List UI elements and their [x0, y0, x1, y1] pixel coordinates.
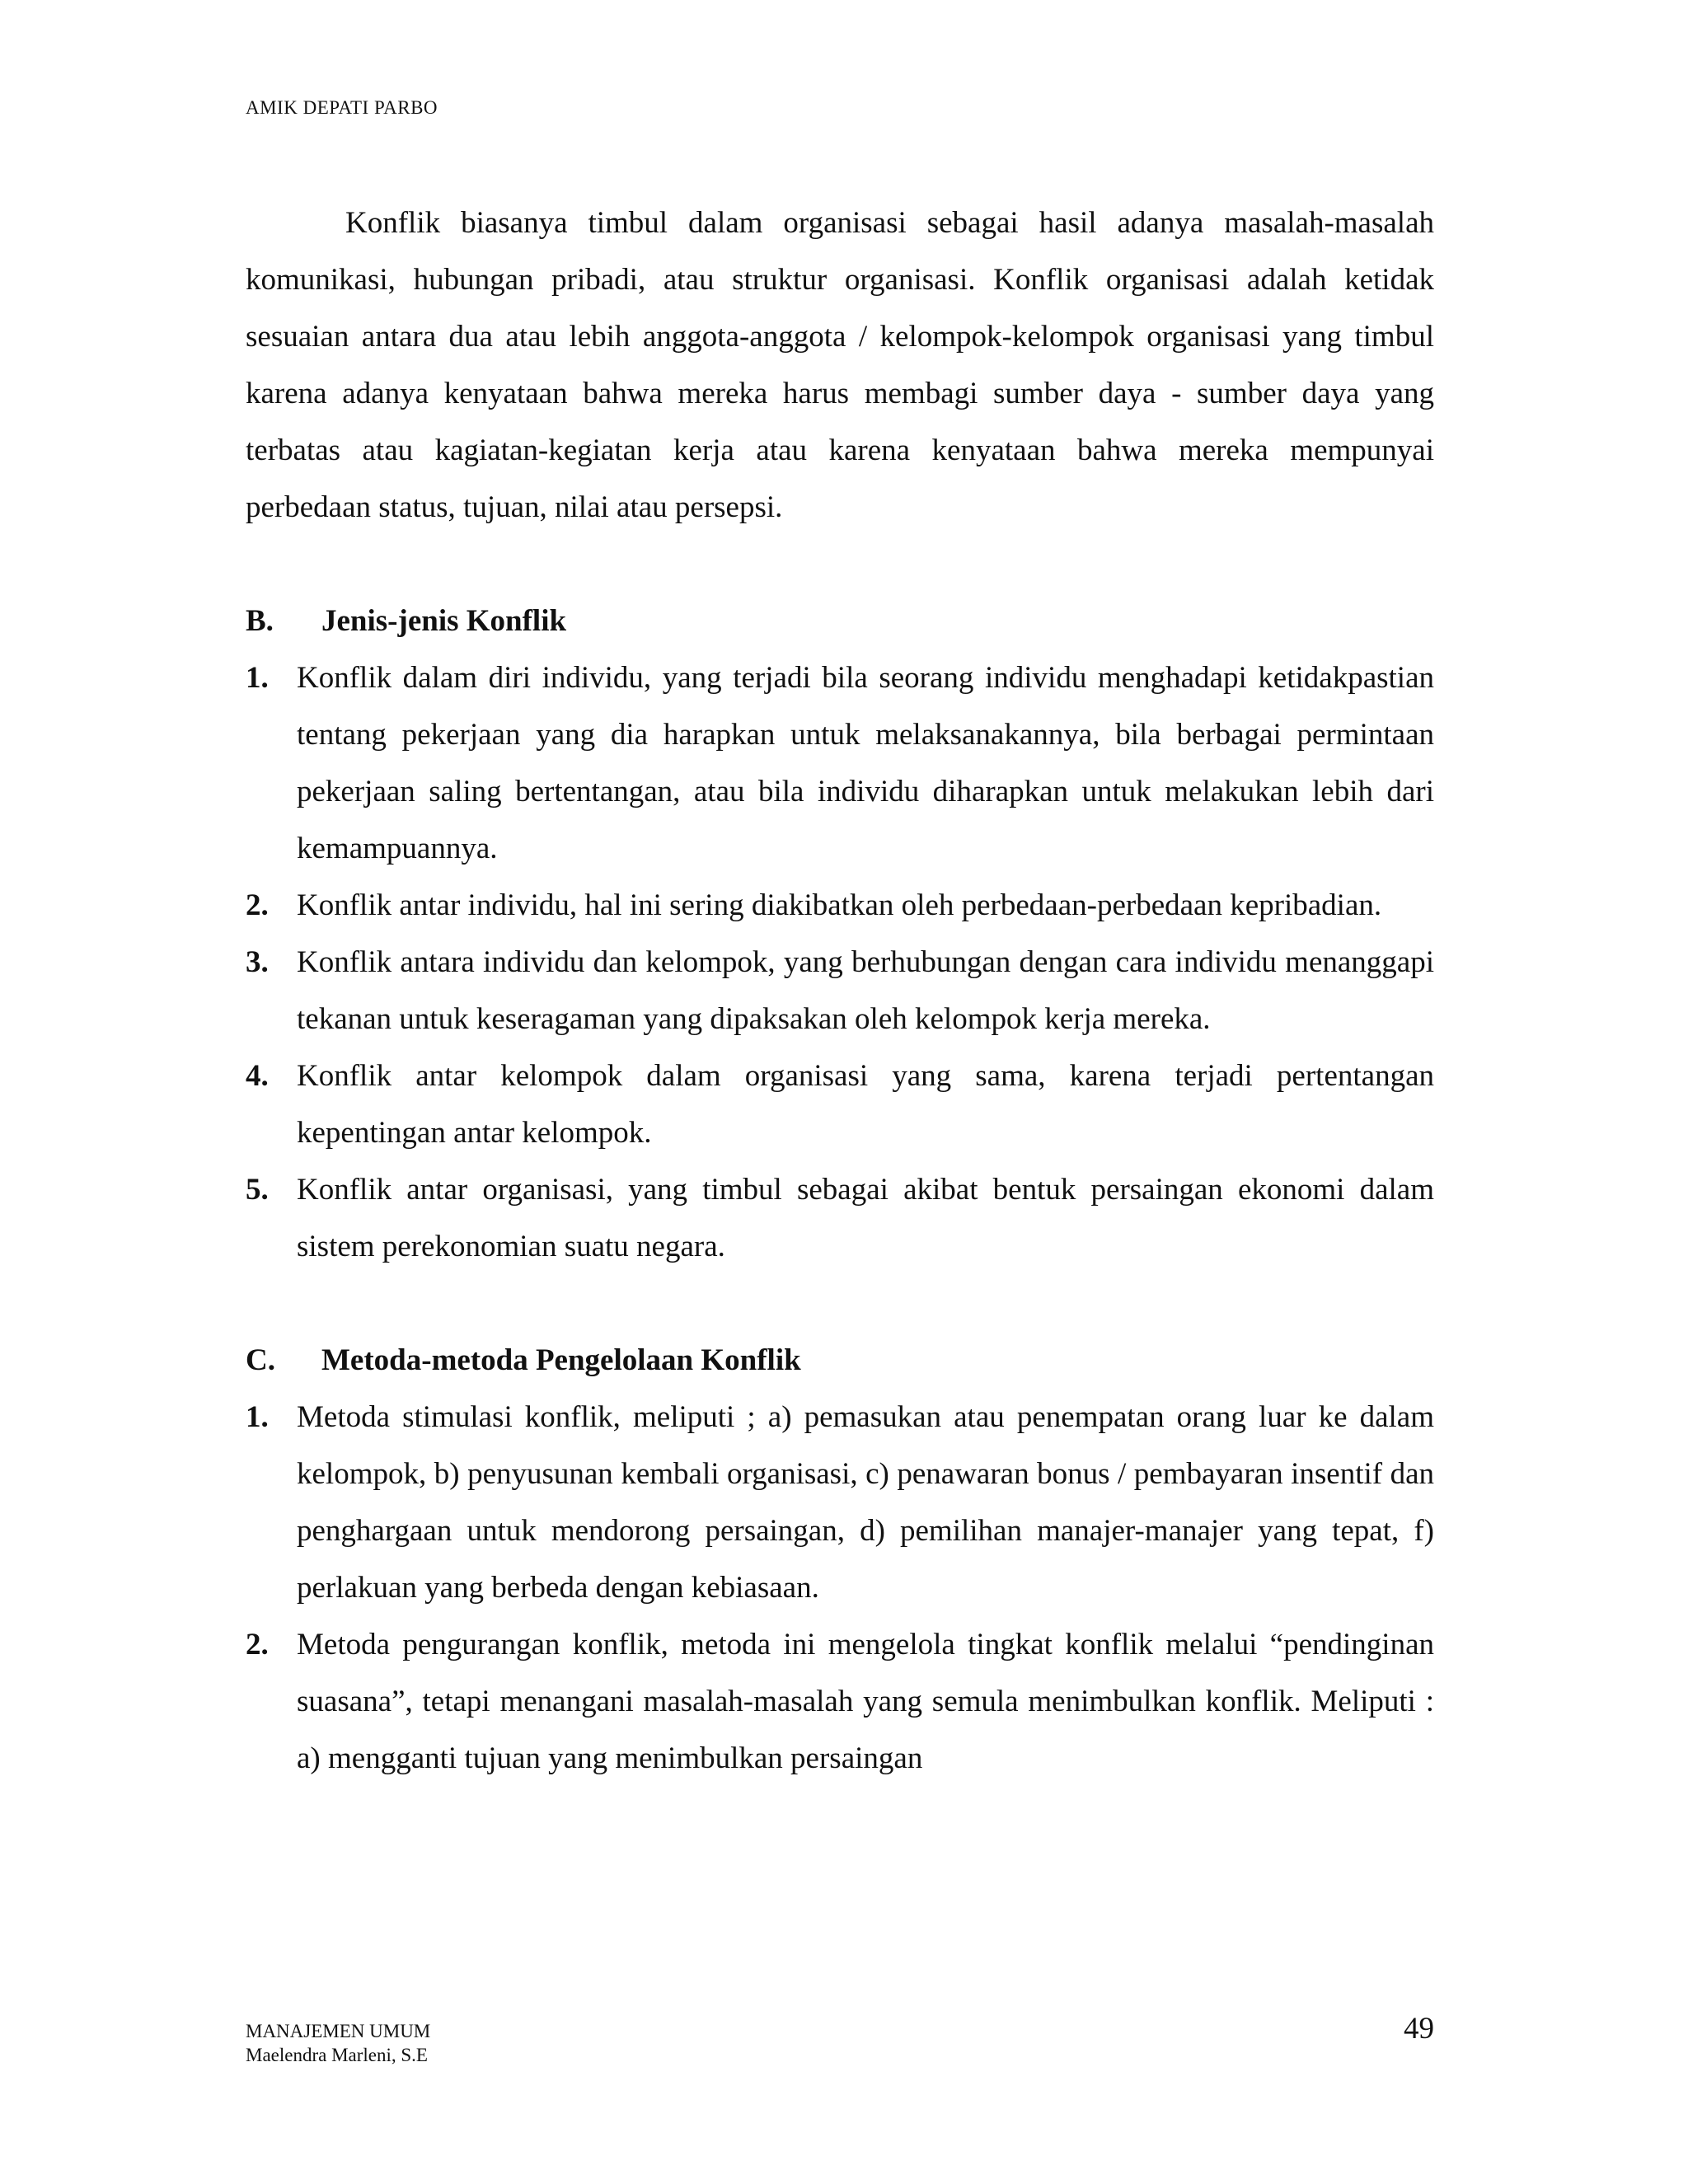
- item-text: Metoda stimulasi konflik, meliputi ; a) pemasukan atau penempatan orang luar ke dalam kelompok, b) penyusunan kembali organisasi, c) penawaran bonus / pembayaran insentif dan penghargaan untuk mendorong persaingan, d) pemilihan manajer-manajer yang tepat, f) perlakuan yang berbeda dengan kebiasaan.: [297, 1400, 1434, 1605]
- item-text: Konflik dalam diri individu, yang terjadi bila seorang individu menghadapi ketidakpastian tentang pekerjaan yang dia harapkan untuk melaksanakannya, bila berbagai permintaan pekerjaan saling bertentangan, atau bila individu diharapkan untuk melakukan lebih dari kemampuannya.: [297, 661, 1434, 865]
- item-number: 1.: [246, 1400, 269, 1434]
- item-text: Konflik antar kelompok dalam organisasi yang sama, karena terjadi pertentangan kepentingan antar kelompok.: [297, 1059, 1434, 1150]
- item-number: 5.: [246, 1173, 269, 1207]
- item-text: Konflik antara individu dan kelompok, yang berhubungan dengan cara individu menanggapi tekanan untuk keseragaman yang dipaksakan oleh kelompok kerja mereka.: [297, 945, 1434, 1036]
- list-item: [246, 1047, 1434, 1161]
- item-number: 2.: [246, 888, 269, 922]
- section-heading-c: [246, 1332, 1434, 1389]
- footer-author: Maelendra Marleni, S.E: [246, 2045, 428, 2065]
- list-item: [246, 1161, 1434, 1275]
- page-body: [246, 194, 1434, 1787]
- item-number: 1.: [246, 661, 269, 695]
- section-title: Jenis-jenis Konflik: [321, 604, 567, 638]
- page-number: 49: [1404, 2012, 1434, 2046]
- item-text: Konflik antar organisasi, yang timbul sebagai akibat bentuk persaingan ekonomi dalam sistem perekonomian suatu negara.: [297, 1173, 1434, 1263]
- list-item: [246, 1616, 1434, 1787]
- section-c-list: [246, 1389, 1434, 1787]
- list-item: [246, 649, 1434, 877]
- section-heading-b: [246, 593, 1434, 649]
- section-letter: B.: [246, 604, 274, 638]
- section-b-list: [246, 649, 1434, 1275]
- intro-paragraph: Konflik biasanya timbul dalam organisasi sebagai hasil adanya masalah-masalah komunikasi, hubungan pribadi, atau struktur organisasi. Konflik organisasi adalah ketidak sesuaian antara dua atau lebih anggota-anggota / kelompok-kelompok organisasi yang timbul karena adanya kenyataan bahwa mereka harus membagi sumber daya - sumber daya yang terbatas atau kagiatan-kegiatan kerja atau karena kenyataan bahwa mereka mempunyai perbedaan status, tujuan, nilai atau persepsi.: [246, 206, 1434, 524]
- section-letter: C.: [246, 1343, 275, 1377]
- item-text: Metoda pengurangan konflik, metoda ini mengelola tingkat konflik melalui “pendinginan suasana”, tetapi menangani masalah-masalah yang semula menimbulkan konflik. Meliputi : a) mengganti tujuan yang menimbulkan persaingan: [297, 1628, 1434, 1775]
- list-item: [246, 1389, 1434, 1616]
- running-header: AMIK DEPATI PARBO: [246, 97, 438, 118]
- item-number: 4.: [246, 1059, 269, 1093]
- running-footer: [246, 2019, 430, 2067]
- section-title: Metoda-metoda Pengelolaan Konflik: [321, 1343, 801, 1377]
- item-number: 3.: [246, 945, 269, 979]
- item-number: 2.: [246, 1628, 269, 1661]
- list-item: [246, 877, 1434, 934]
- list-item: [246, 934, 1434, 1047]
- item-text: Konflik antar individu, hal ini sering diakibatkan oleh perbedaan-perbedaan kepribadian.: [297, 888, 1382, 922]
- footer-course: MANAJEMEN UMUM: [246, 2021, 431, 2041]
